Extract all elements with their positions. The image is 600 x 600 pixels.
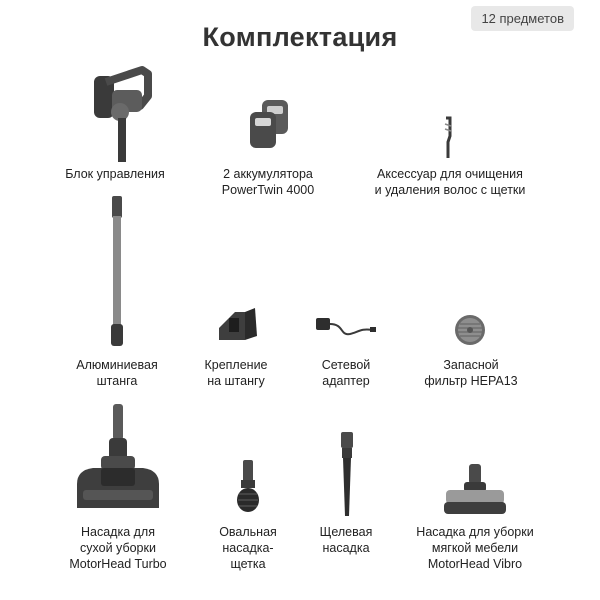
caption-line: штанга — [96, 374, 138, 388]
caption-line: Насадка для — [81, 525, 155, 539]
turbo-brush-icon — [73, 404, 163, 514]
caption-line: Аксессуар для очищения — [377, 167, 523, 181]
caption-line: Алюминиевая — [76, 358, 158, 372]
caption-line: мягкой мебели — [431, 541, 519, 555]
caption-line: адаптер — [322, 374, 370, 388]
caption-line: Запасной — [443, 358, 499, 372]
vibro-brush-icon — [442, 464, 508, 516]
hepa-filter-icon — [452, 312, 488, 348]
caption-line: Насадка для уборки — [416, 525, 534, 539]
page-title: Комплектация — [202, 22, 398, 52]
caption-line: щетка — [230, 557, 266, 571]
caption-line: и удаления волос с щетки — [374, 183, 526, 197]
caption-line: насадка- — [222, 541, 274, 555]
caption-line: Сетевой — [321, 358, 371, 372]
power-adapter-icon — [314, 314, 378, 344]
aluminum-tube-icon — [103, 196, 133, 350]
caption-line: Крепление — [204, 358, 268, 372]
crevice-tool-icon — [337, 432, 357, 516]
caption-line: Блок управления — [65, 167, 165, 181]
oval-brush-icon — [233, 460, 263, 514]
caption-line: 2 аккумулятора — [223, 167, 313, 181]
caption-line: насадка — [322, 541, 370, 555]
item-count-badge: 12 предметов — [471, 6, 574, 31]
caption-line: сухой уборки — [80, 541, 156, 555]
caption-line: PowerTwin 4000 — [221, 183, 315, 197]
control-unit-icon — [80, 62, 160, 162]
caption-line: MotorHead Turbo — [69, 557, 167, 571]
tube-mount-icon — [215, 306, 261, 346]
caption-line: MotorHead Vibro — [427, 557, 523, 571]
caption-line: на штангу — [207, 374, 265, 388]
caption-line: фильтр HEPA13 — [424, 374, 518, 388]
caption-line: Щелевая — [319, 525, 373, 539]
battery-icon — [246, 98, 306, 158]
caption-line: Овальная — [219, 525, 277, 539]
hair-cleaning-tool-icon — [438, 116, 458, 160]
